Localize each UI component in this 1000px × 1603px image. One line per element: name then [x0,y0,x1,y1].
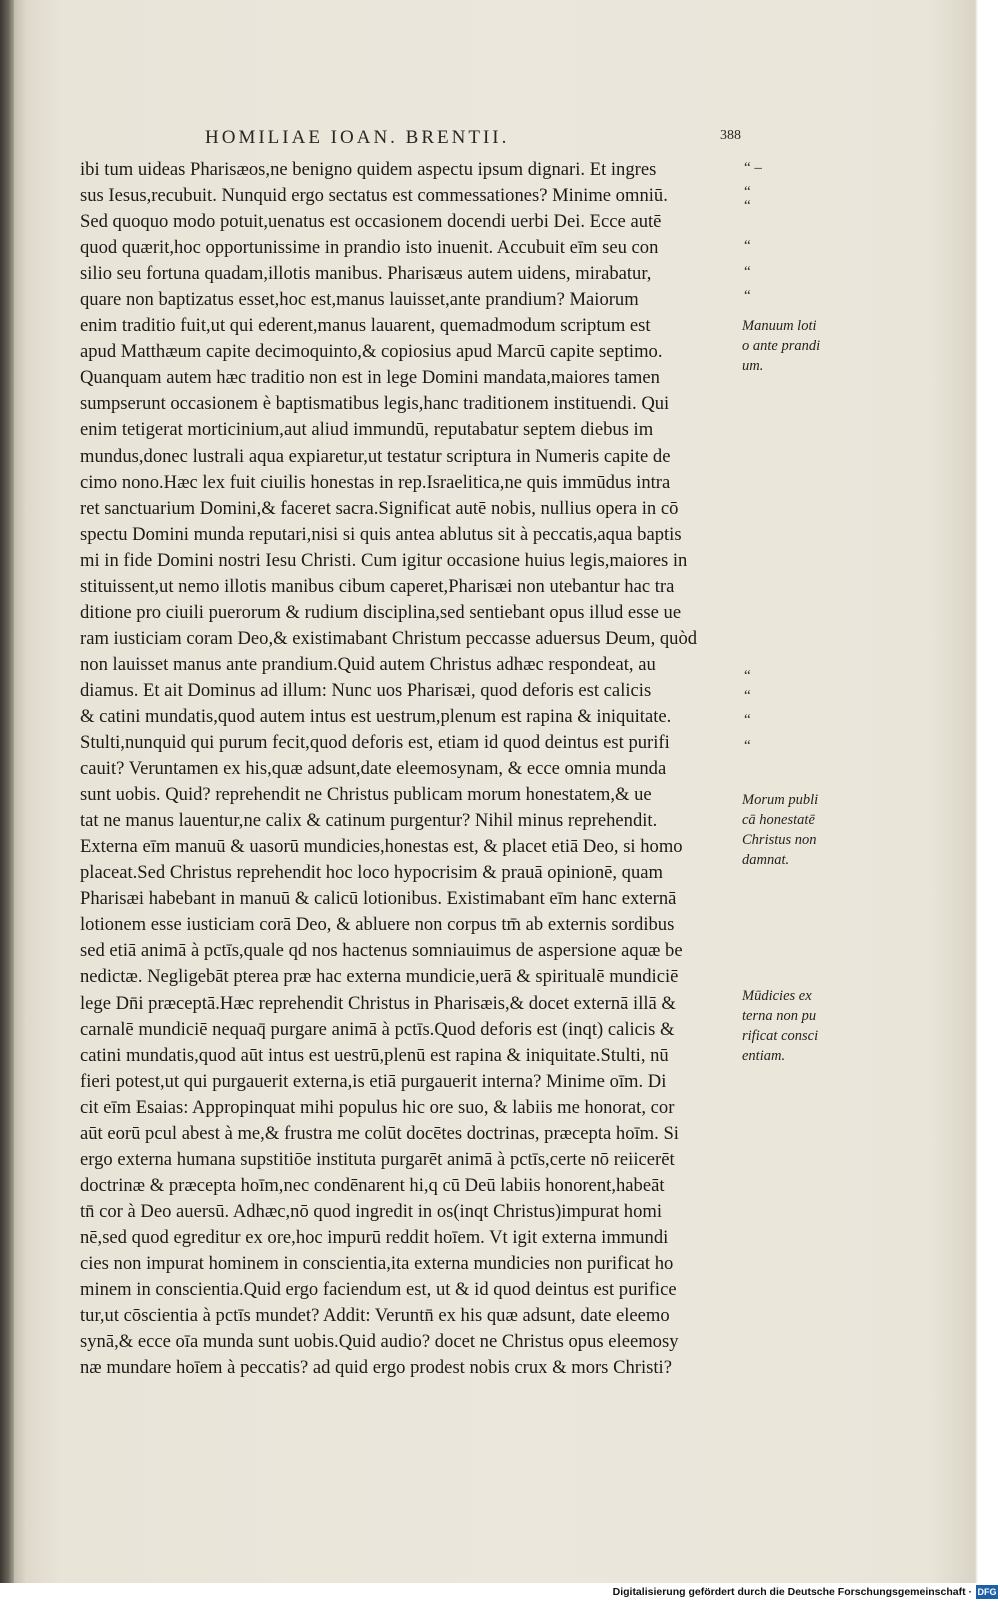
text-line: næ mundare hoīem à peccatis? ad quid ergo prodest nobis crux & mors Christi? [80,1357,672,1379]
text-line: quod quærit,hoc opportunissime in prandio isto inuenit. Accubuit eīm seu con [80,237,659,259]
margin-note-line: Mūdicies ex [742,988,812,1004]
text-line: apud Matthæum capite decimoquinto,& copiosius apud Marcū capite septimo. [80,341,663,363]
text-line: Externa eīm manuū & uasorū mundicies,honestas est, & placet etiā Deo, si homo [80,836,683,858]
margin-note-line: Christus non [742,832,817,848]
dfg-logo: DFG [977,1587,997,1597]
margin-note-1 [742,316,842,376]
text-line: tn̄ cor à Deo auersū. Adhæc,nō quod ingredit in os(inqt Christus)impurat homi [80,1200,663,1222]
running-header [205,127,765,153]
text-line: nedictæ. Negligebāt pterea præ hac externa mundicie,uerā & spiritualē mundiciē [80,966,679,988]
text-line: aūt eorū pcul abest à me,& frustra me colūt docētes doctrinas, præcepta hoīm. Si [80,1122,679,1144]
margin-note-line: Morum publi [742,792,819,808]
folio-number: 388 [720,128,741,143]
text-line: cimo nono.Hæc lex fuit ciuilis honestas in rep.Israelitica,ne quis immūdus intra [80,471,671,493]
text-line: synā,& ecce oīa munda sunt uobis.Quid audio? docet ne Christus opus eleemosy [80,1331,679,1353]
text-line: stituissent,ut nemo illotis manibus cibum caperet,Pharisæi non utebantur hac tra [80,575,675,597]
quote-mark: “ [744,184,751,200]
quote-mark: “ [744,712,751,728]
text-line: quare non baptizatus esset,hoc est,manus lauisset,ante prandium? Maiorum [80,289,639,311]
text-line: ergo externa humana supstitiōe instituta purgarēt animā à pctīs,certe nō reiicerēt [80,1148,675,1170]
text-line: sunt uobis. Quid? reprehendit ne Christus publicam morum honestatem,& ue [80,784,652,806]
text-line: Stulti,nunquid qui purum fecit,quod deforis est, etiam id quod deintus est purifi [80,732,670,754]
text-line: Sed quoquo modo potuit,uenatus est occasionem docendi uerbi Dei. Ecce autē [80,211,662,233]
quote-mark: “ [744,668,751,684]
margin-note-3 [742,986,842,1066]
text-line: cit eīm Esaias: Appropinquat mihi populus hic ore suo, & labiis me honorat, cor [80,1096,675,1118]
text-line: placeat.Sed Christus reprehendit hoc loco hypocrisim & prauā opinionē, quam [80,862,663,884]
text-line: lege Dn̄i præceptā.Hæc reprehendit Christus in Pharisæis,& docet externā illā & [80,992,676,1014]
margin-note-line: Manuum loti [742,318,817,334]
margin-note-2 [742,790,842,870]
digitization-footer [0,1583,1000,1603]
quote-mark: “ [744,238,751,254]
text-line: Pharisæi habebant in manuū & calicū lotionibus. Existimabant eīm hanc externā [80,888,677,910]
text-line: tur,ut cōscientia à pctīs mundet? Addit: Veruntn̄ ex his quæ adsunt, date eleemo [80,1305,670,1327]
text-line: ret sanctuarium Domini,& faceret sacra.Significat autē nobis, nullius opera in cō [80,497,679,519]
margin-note-line: rificat consci [742,1028,819,1044]
text-line: silio seu fortuna quadam,illotis manibus. Pharisæus autem uidens, mirabatur, [80,263,652,285]
text-line: ibi tum uideas Pharisæos,ne benigno quidem aspectu ipsum dignari. Et ingres [80,159,657,180]
text-line: mi in fide Domini nostri Iesu Christi. Cum igitur occasione huius legis,maiores in [80,549,688,571]
book-spine [0,0,14,1583]
text-line: minem in conscientia.Quid ergo faciendum est, ut & id quod deintus est purifice [80,1279,677,1301]
text-line: doctrinæ & præcepta hoīm,nec condēnarent hi,q cū Deū labiis honorent,habeāt [80,1174,665,1196]
text-line: diamus. Et ait Dominus ad illum: Nunc uos Pharisæi, quod deforis est calicis [80,679,652,701]
header-title: HOMILIAE IOAN. BRENTII. [205,127,510,148]
text-line: ram iusticiam coram Deo,& existimabant Christum peccasse aduersus Deum, quòd [80,627,698,649]
margin-note-line: cā honestatē [742,812,815,828]
quote-mark: “ [744,288,751,304]
text-line: cauit? Veruntamen ex his,quæ adsunt,date eleemosynam, & ecce omnia munda [80,758,667,780]
quote-mark: “ [744,688,751,704]
text-line: & catini mundatis,quod autem intus est uestrum,plenum est rapina & iniquitate. [80,705,672,727]
quote-mark: “ [744,264,751,280]
text-line: lotionem esse iusticiam corā Deo, & abluere non corpus tm̄ ab externis sordibus [80,914,675,936]
text-line: enim tetigerat morticinium,aut aliud immundū, reputabatur septem diebus im [80,419,654,441]
text-line: catini mundatis,quod aūt intus est uestrū,plenū est rapina & iniquitate.Stulti, nū [80,1044,669,1066]
text-line: mundus,donec lustrali aqua expiaretur,ut testatur scriptura in Numeris capite de [80,445,671,467]
text-line: non lauisset manus ante prandium.Quid autem Christus adhæc respondeat, au [80,653,656,675]
quote-mark: “ – [744,160,762,176]
text-line: sumpserunt occasionem è baptismatibus legis,hanc traditionem instituendi. Qui [80,393,670,415]
text-line: Quanquam autem hæc traditio non est in lege Domini mandata,maiores tamen [80,367,660,389]
funding-credit: Digitalisierung gefördert durch die Deutsche Forschungsgemeinschaft · [612,1586,972,1598]
margin-note-line: entiam. [742,1048,786,1064]
margin-note-line: damnat. [742,852,790,868]
margin-note-line: um. [742,358,764,374]
text-line: enim traditio fuit,ut qui ederent,manus lauarent, quemadmodum scriptum est [80,315,651,337]
quote-mark: “ [744,198,751,214]
text-line: cies non impurat hominem in conscientia,ita externa mundicies non purificat ho [80,1252,674,1274]
margin-note-line: terna non pu [742,1008,817,1024]
text-line: sed etiā animā à pctīs,quale qd nos hactenus somniauimus de aspersione aquæ be [80,940,683,962]
main-text-block [80,157,740,1381]
margin-note-line: o ante prandi [742,338,821,354]
text-line: sus Iesus,recubuit. Nunquid ergo sectatus est commessationes? Minime omniū. [80,185,668,207]
text-line: spectu Domini munda reputari,nisi si quis antea ablutus sit à peccatis,aqua baptis [80,523,682,545]
text-line: nē,sed quod egreditur ex ore,hoc impurū reddit hoīem. Vt igit externa immundi [80,1226,669,1248]
quote-mark: “ [744,738,751,754]
text-line: fieri potest,ut qui purgauerit externa,is etiā purgauerit interna? Minime oīm. Di [80,1070,667,1092]
text-line: carnalē mundiciē nequaq̄ purgare animā à pctīs.Quod deforis est (inqt) calicis & [80,1018,675,1040]
text-line: ditione pro ciuili puerorum & rudium disciplina,sed sentiebant opus illud esse ue [80,601,682,623]
text-line: tat ne manus lauentur,ne calix & catinum purgentur? Nihil minus reprehendit. [80,810,658,832]
